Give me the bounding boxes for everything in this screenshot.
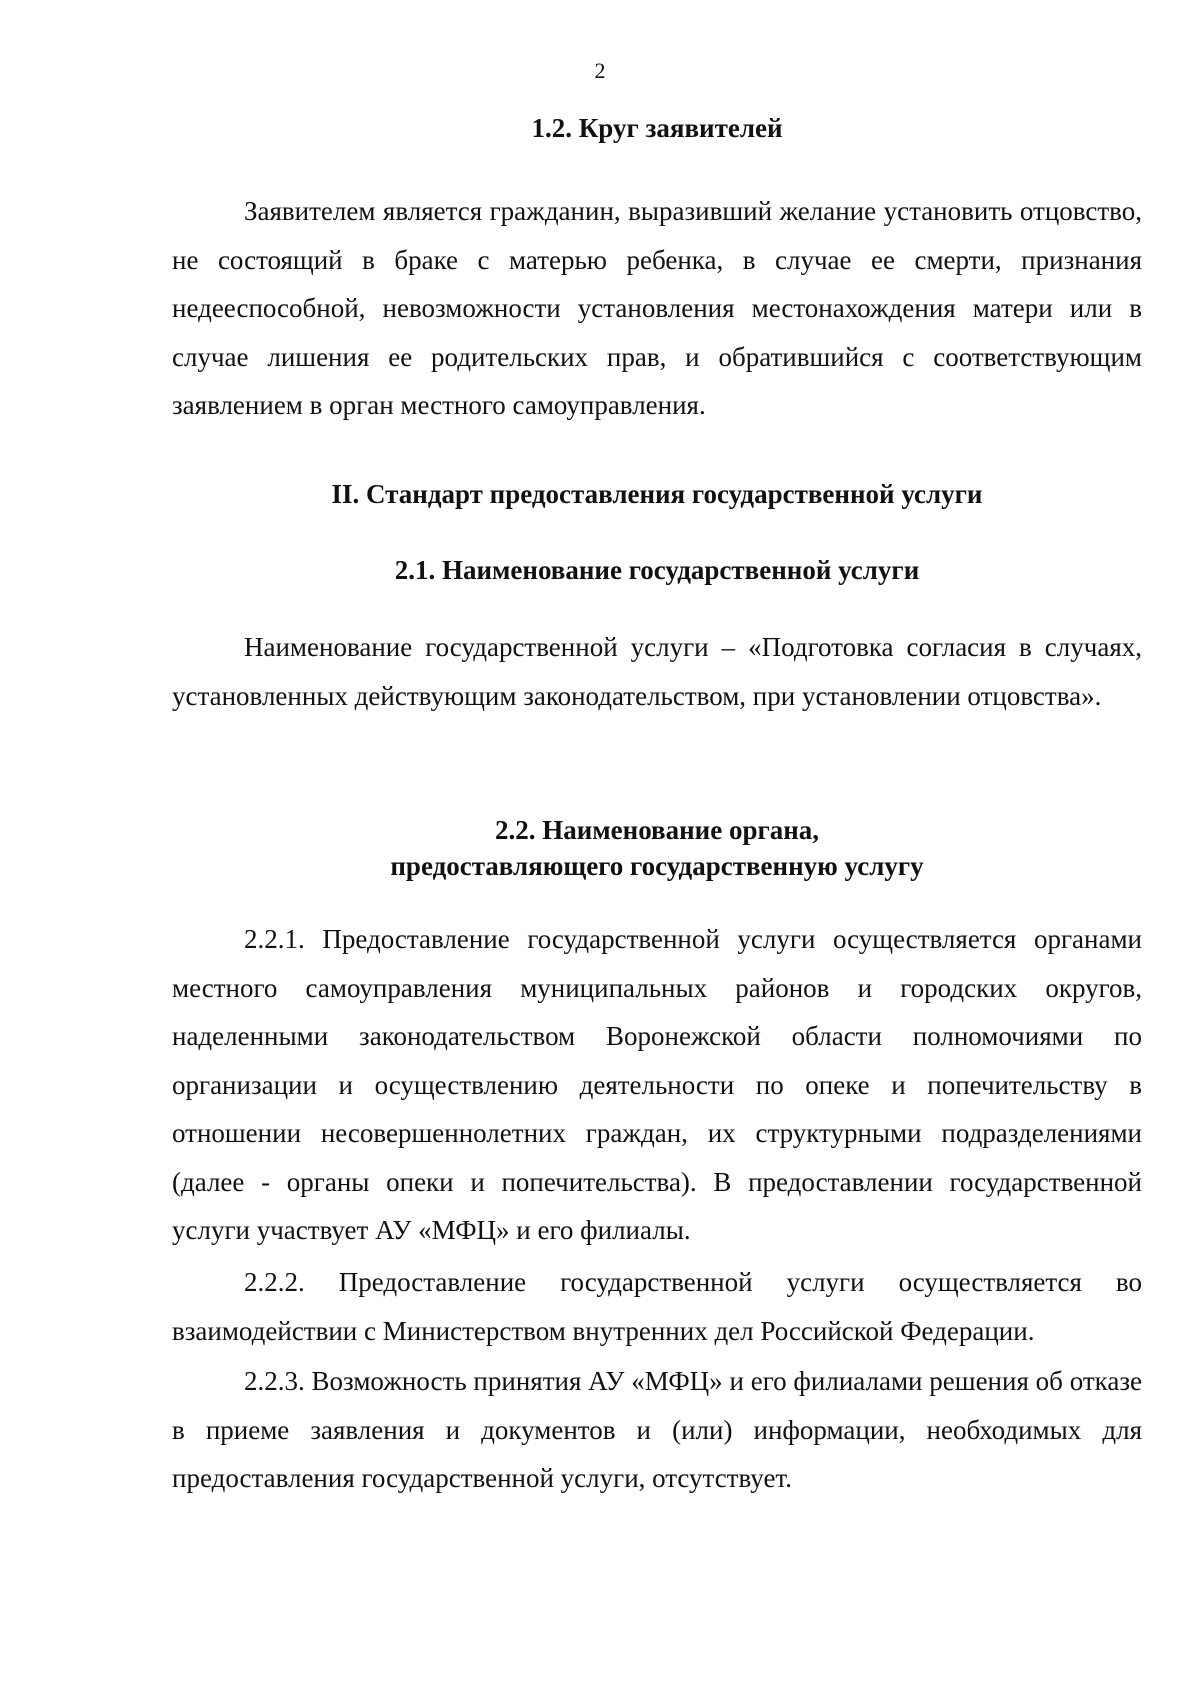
paragraph-2-2-1: 2.2.1. Предоставление государственной услуги осуществляется органами местного самоуправления муниципальных районов и городских округов, наделенными законодательством Воронежской области полномочиями по организации и осуществлению деятельности по опеке и попечительству в отношении несовершеннолетних граждан, их структурными подразделениями (далее - органы опеки и попечительства). В предоставлении государственной услуги участвует АУ «МФЦ» и его филиалы. xyxy=(172,924,1142,1245)
section-1-2-heading: 1.2. Круг заявителей xyxy=(531,113,783,143)
section-II-heading: II. Стандарт предоставления государственной услуги xyxy=(331,479,983,509)
paragraph-2-2-2: 2.2.2. Предоставление государственной услуги осуществляется во взаимодействии с Министерством внутренних дел Российской Федерации. xyxy=(172,1267,1142,1346)
section-2-2-heading-line-2: предоставляющего государственную услугу xyxy=(390,851,924,881)
paragraph-2-2-3: 2.2.3. Возможность принятия АУ «МФЦ» и его филиалами решения об отказе в приеме заявления и документов и (или) информации, необходимых для предоставления государственной услуги, отсутствует. xyxy=(172,1366,1142,1493)
page-number: 2 xyxy=(594,58,606,83)
section-2-1-paragraph: Наименование государственной услуги – «Подготовка согласия в случаях, установленных действующим законодательством, при установлении отцовства». xyxy=(172,632,1142,711)
section-1-2-paragraph: Заявителем является гражданин, выразивший желание установить отцовство, не состоящий в браке с матерью ребенка, в случае ее смерти, признания недееспособной, невозможности установления местонахождения матери или в случае лишения ее родительских прав, и обратившийся с соответствующим заявлением в орган местного самоуправления. xyxy=(172,196,1142,420)
section-2-2-heading-line-1: 2.2. Наименование органа, xyxy=(494,815,820,845)
section-2-1-heading: 2.1. Наименование государственной услуги xyxy=(394,555,920,585)
section-2-2-heading xyxy=(172,812,1142,884)
